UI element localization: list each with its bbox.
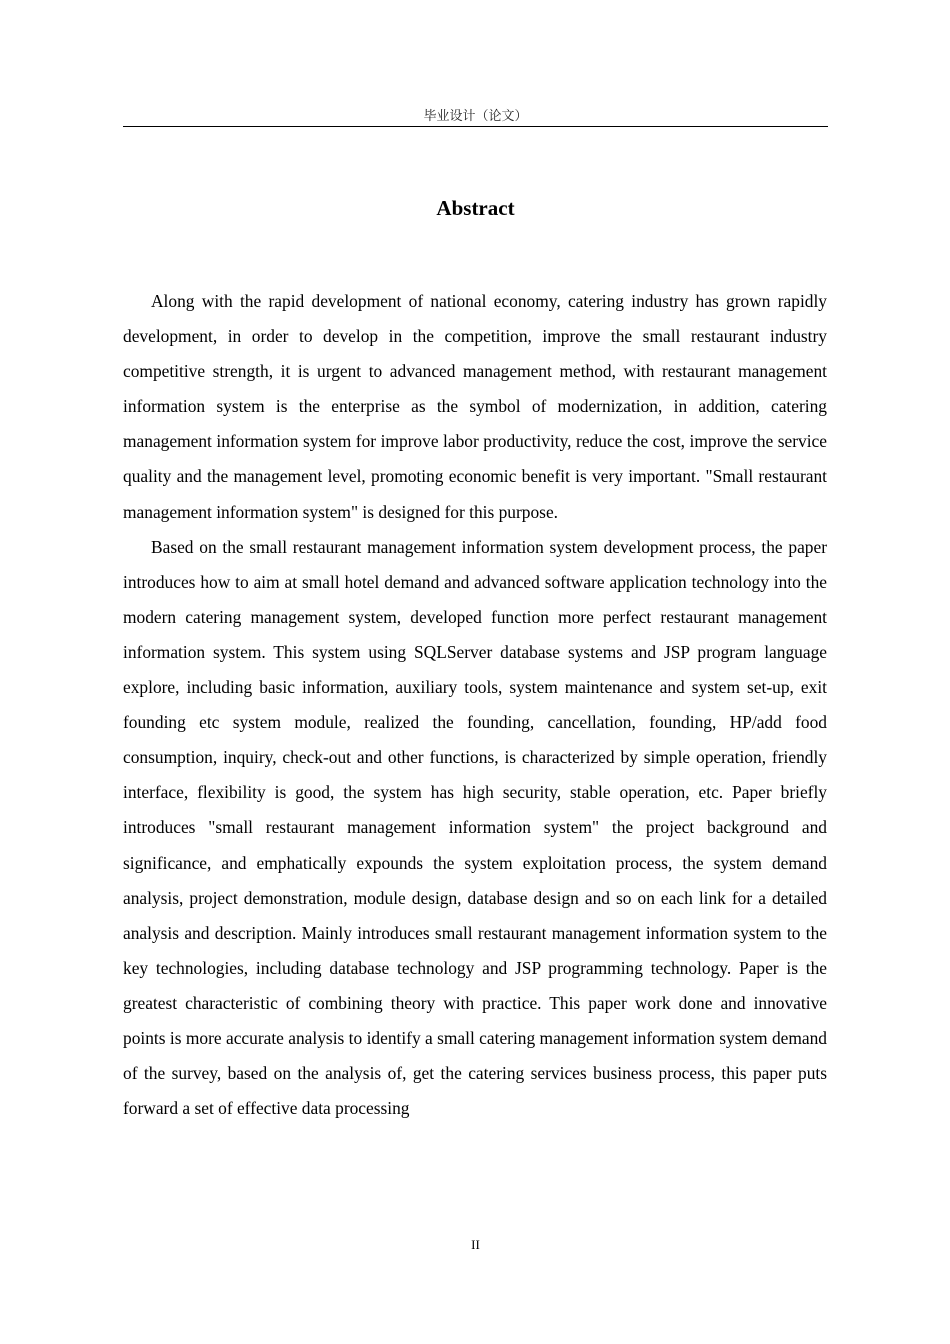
abstract-body <box>123 284 827 1126</box>
abstract-paragraph-2: Based on the small restaurant management information system development process, the paper introduces how to aim at small hotel demand and advanced software application technology into the modern catering management system, developed function more perfect restaurant management information system. This system using SQLServer database systems and JSP program language explore, including basic information, auxiliary tools, system maintenance and system set-up, exit founding etc system module, realized the founding, cancellation, founding, HP/add food consumption, inquiry, check-out and other functions, is characterized by simple operation, friendly interface, flexibility is good, the system has high security, stable operation, etc. Paper briefly introduces "small restaurant management information system" the project background and significance, and emphatically expounds the system exploitation process, the system demand analysis, project demonstration, module design, database design and so on each link for a detailed analysis and description. Mainly introduces small restaurant management information system to the key technologies, including database technology and JSP programming technology. Paper is the greatest characteristic of combining theory with practice. This paper work done and innovative points is more accurate analysis to identify a small catering management information system demand of the survey, based on the analysis of, get the catering services business process, this paper puts forward a set of effective data processing <box>123 536 827 1119</box>
abstract-title: Abstract <box>436 196 515 220</box>
page-number: II <box>471 1237 480 1252</box>
page-header: 毕业设计（论文） <box>423 109 528 124</box>
abstract-paragraph-1: Along with the rapid development of national economy, catering industry has grown rapidly development, in order to develop in the competition, improve the small restaurant industry competitive strength, it is urgent to advanced management method, with restaurant management information system is the enterprise as the symbol of modernization, in addition, catering management information system for improve labor productivity, reduce the cost, improve the service quality and the management level, promoting economic benefit is very important. "Small restaurant management information system" is designed for this purpose. <box>123 291 827 522</box>
header-rule <box>123 126 828 127</box>
